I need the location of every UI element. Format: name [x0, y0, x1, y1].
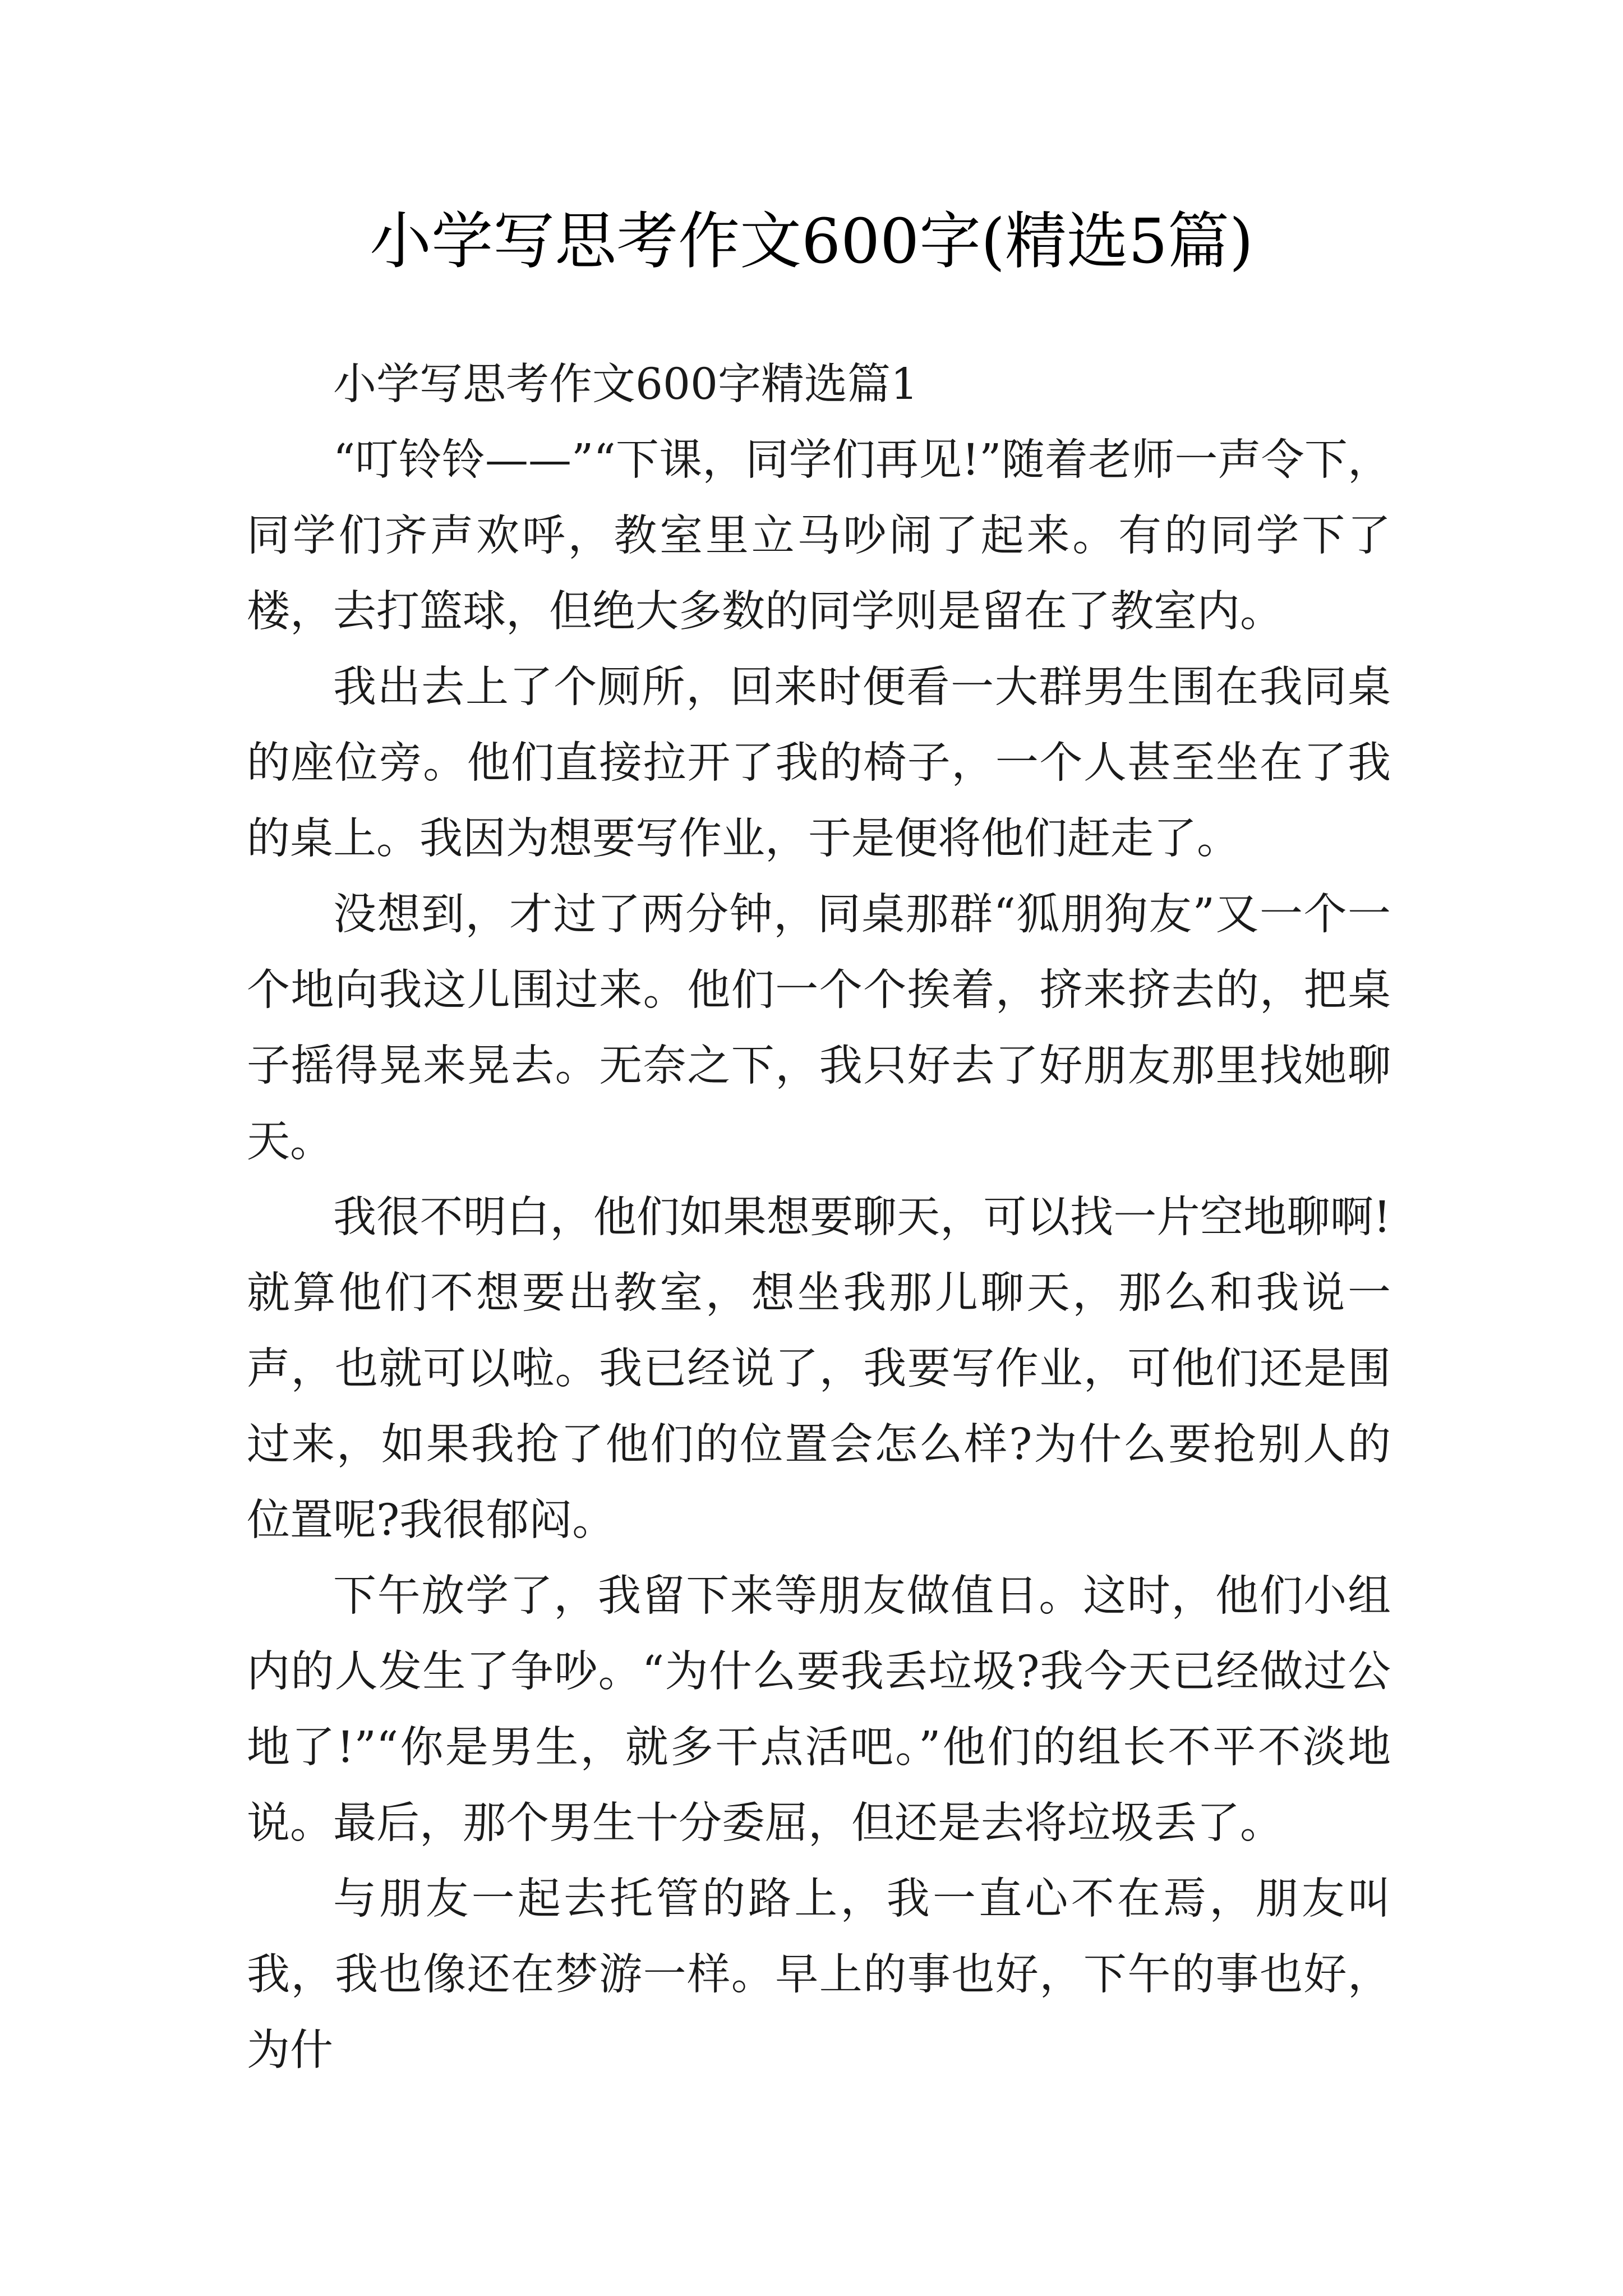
document-title: 小学写思考作文600字(精选5篇) [370, 205, 1253, 277]
paragraph: “叮铃铃——”“下课，同学们再见!”随着老师一声令下，同学们齐声欢呼，教室里立马吵闹了起来。有的同学下了楼，去打篮球，但绝大多数的同学则是留在了教室内。 [247, 435, 1391, 637]
paragraph: 没想到，才过了两分钟，同桌那群“狐朋狗友”又一个一个地向我这儿围过来。他们一个个挨着，挤来挤去的，把桌子摇得晃来晃去。无奈之下，我只好去了好朋友那里找她聊天。 [247, 890, 1391, 1167]
paragraph: 下午放学了，我留下来等朋友做值日。这时，他们小组内的人发生了争吵。“为什么要我丢垃圾?我今天已经做过公地了!”“你是男生，就多干点活吧。”他们的组长不平不淡地说。最后，那个男生十分委屈，但还是去将垃圾丢了。 [247, 1571, 1391, 1848]
paragraph: 我出去上了个厕所，回来时便看一大群男生围在我同桌的座位旁。他们直接拉开了我的椅子，一个人甚至坐在了我的桌上。我因为想要写作业，于是便将他们赶走了。 [247, 662, 1391, 864]
paragraph: 我很不明白，他们如果想要聊天，可以找一片空地聊啊!就算他们不想要出教室，想坐我那儿聊天，那么和我说一声，也就可以啦。我已经说了，我要写作业，可他们还是围过来，如果我抢了他们的位置会怎么样?为什么要抢别人的位置呢?我很郁闷。 [247, 1193, 1391, 1545]
section-heading: 小学写思考作文600字精选篇1 [333, 360, 918, 409]
document-body [247, 347, 1391, 2088]
paragraph: 与朋友一起去托管的路上，我一直心不在焉，朋友叫我，我也像还在梦游一样。早上的事也好，下午的事也好，为什 [247, 1874, 1391, 2076]
